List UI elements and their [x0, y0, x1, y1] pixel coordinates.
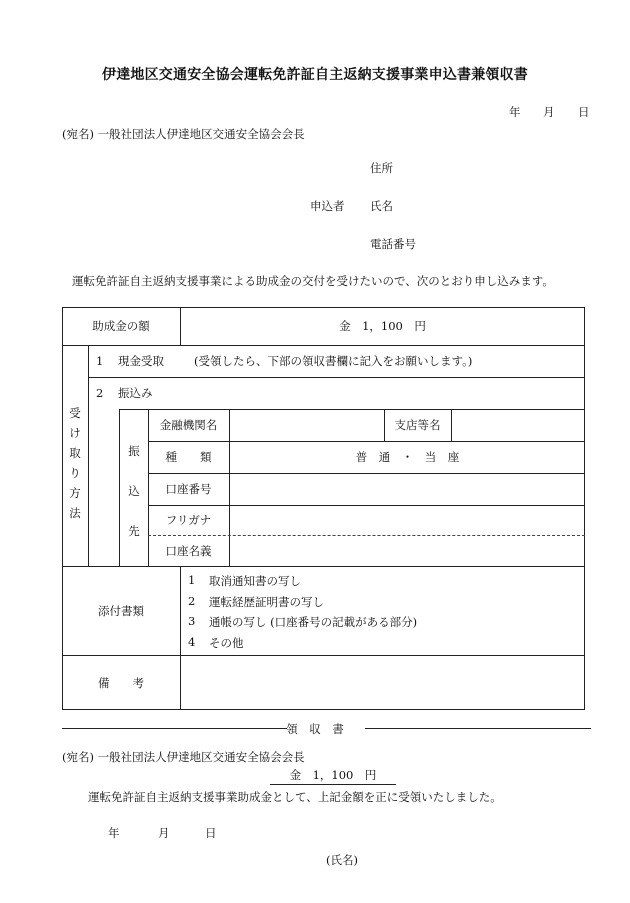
transfer-char: 先 — [128, 524, 140, 538]
address-label: 住所 — [370, 161, 393, 175]
receipt-method-char: り — [69, 466, 81, 480]
receipt-divider-right — [365, 728, 591, 729]
date-year-label: 年 — [509, 105, 521, 119]
option2-label[interactable]: 振込み — [118, 386, 153, 400]
account-type-label: 種 類 — [165, 450, 212, 464]
branch-field[interactable] — [452, 409, 585, 441]
date-day-label: 日 — [578, 105, 590, 119]
option1-note: (受領したら、下部の領収書欄に記入をお願いします。) — [194, 354, 473, 368]
receipt-method-char: 方 — [69, 486, 81, 500]
intro-text: 運転免許証自主返納支援事業による助成金の交付を受けたいので、次のとおり申し込みます。 — [72, 274, 554, 288]
attachment-item: その他 — [209, 636, 244, 650]
amount-value: 金 1，100 円 — [339, 319, 426, 333]
receipt-amount: 金 1，100 円 — [270, 767, 396, 785]
branch-label: 支店等名 — [394, 418, 441, 432]
receipt-method-char: 受 — [69, 406, 81, 420]
receipt-addressee: (宛名) 一般社団法人伊達地区交通安全協会会長 — [62, 750, 305, 764]
attachment-number: 4 — [188, 635, 196, 649]
amount-label: 助成金の額 — [92, 319, 150, 333]
receipt-method-char: け — [69, 426, 81, 440]
attachment-item: 取消通知書の写し — [209, 574, 301, 588]
account-number-label: 口座番号 — [165, 482, 212, 496]
option2-number: 2 — [96, 386, 104, 400]
account-name-field[interactable] — [230, 535, 585, 566]
account-type-value[interactable]: 普 通 ・ 当 座 — [355, 450, 460, 464]
remarks-label: 備 考 — [98, 675, 144, 690]
transfer-char: 込 — [128, 484, 140, 498]
account-name-label: 口座名義 — [165, 543, 212, 558]
option1-label[interactable]: 現金受取 — [118, 354, 164, 368]
furigana-field[interactable] — [230, 505, 585, 535]
account-number-field[interactable] — [230, 473, 585, 505]
attachment-number: 3 — [188, 614, 196, 628]
attachments-label: 添付書類 — [98, 603, 144, 618]
receipt-method-char: 法 — [69, 506, 81, 520]
date-month-label: 月 — [543, 105, 555, 119]
applicant-label: 申込者 — [310, 199, 345, 213]
receipt-statement: 運転免許証自主返納支援事業助成金として、上記金額を正に受領いたしました。 — [88, 790, 502, 804]
option1-number: 1 — [96, 354, 104, 368]
furigana-label: フリガナ — [165, 513, 212, 527]
transfer-char: 振 — [128, 444, 140, 458]
addressee: (宛名) 一般社団法人伊達地区交通安全協会会長 — [62, 127, 305, 141]
page-title: 伊達地区交通安全協会運転免許証自主返納支援事業申込書兼領収書 — [102, 67, 528, 83]
receipt-year-label: 年 — [108, 826, 120, 840]
receipt-name-label: (氏名) — [326, 853, 358, 867]
attachment-number: 2 — [188, 594, 196, 608]
attachment-item: 運転経歴証明書の写し — [209, 595, 324, 609]
receipt-heading: 領 収 書 — [286, 722, 344, 736]
phone-label: 電話番号 — [370, 237, 416, 251]
receipt-method-char: 取 — [69, 446, 81, 460]
receipt-month-label: 月 — [158, 826, 170, 840]
remarks-field[interactable] — [181, 656, 585, 710]
bank-name-label: 金融機関名 — [159, 418, 218, 432]
bank-name-field[interactable] — [230, 409, 384, 441]
attachment-number: 1 — [188, 573, 196, 587]
receipt-day-label: 日 — [205, 826, 217, 840]
attachment-item: 通帳の写し (口座番号の記載がある部分) — [209, 615, 418, 629]
name-label: 氏名 — [370, 199, 393, 213]
